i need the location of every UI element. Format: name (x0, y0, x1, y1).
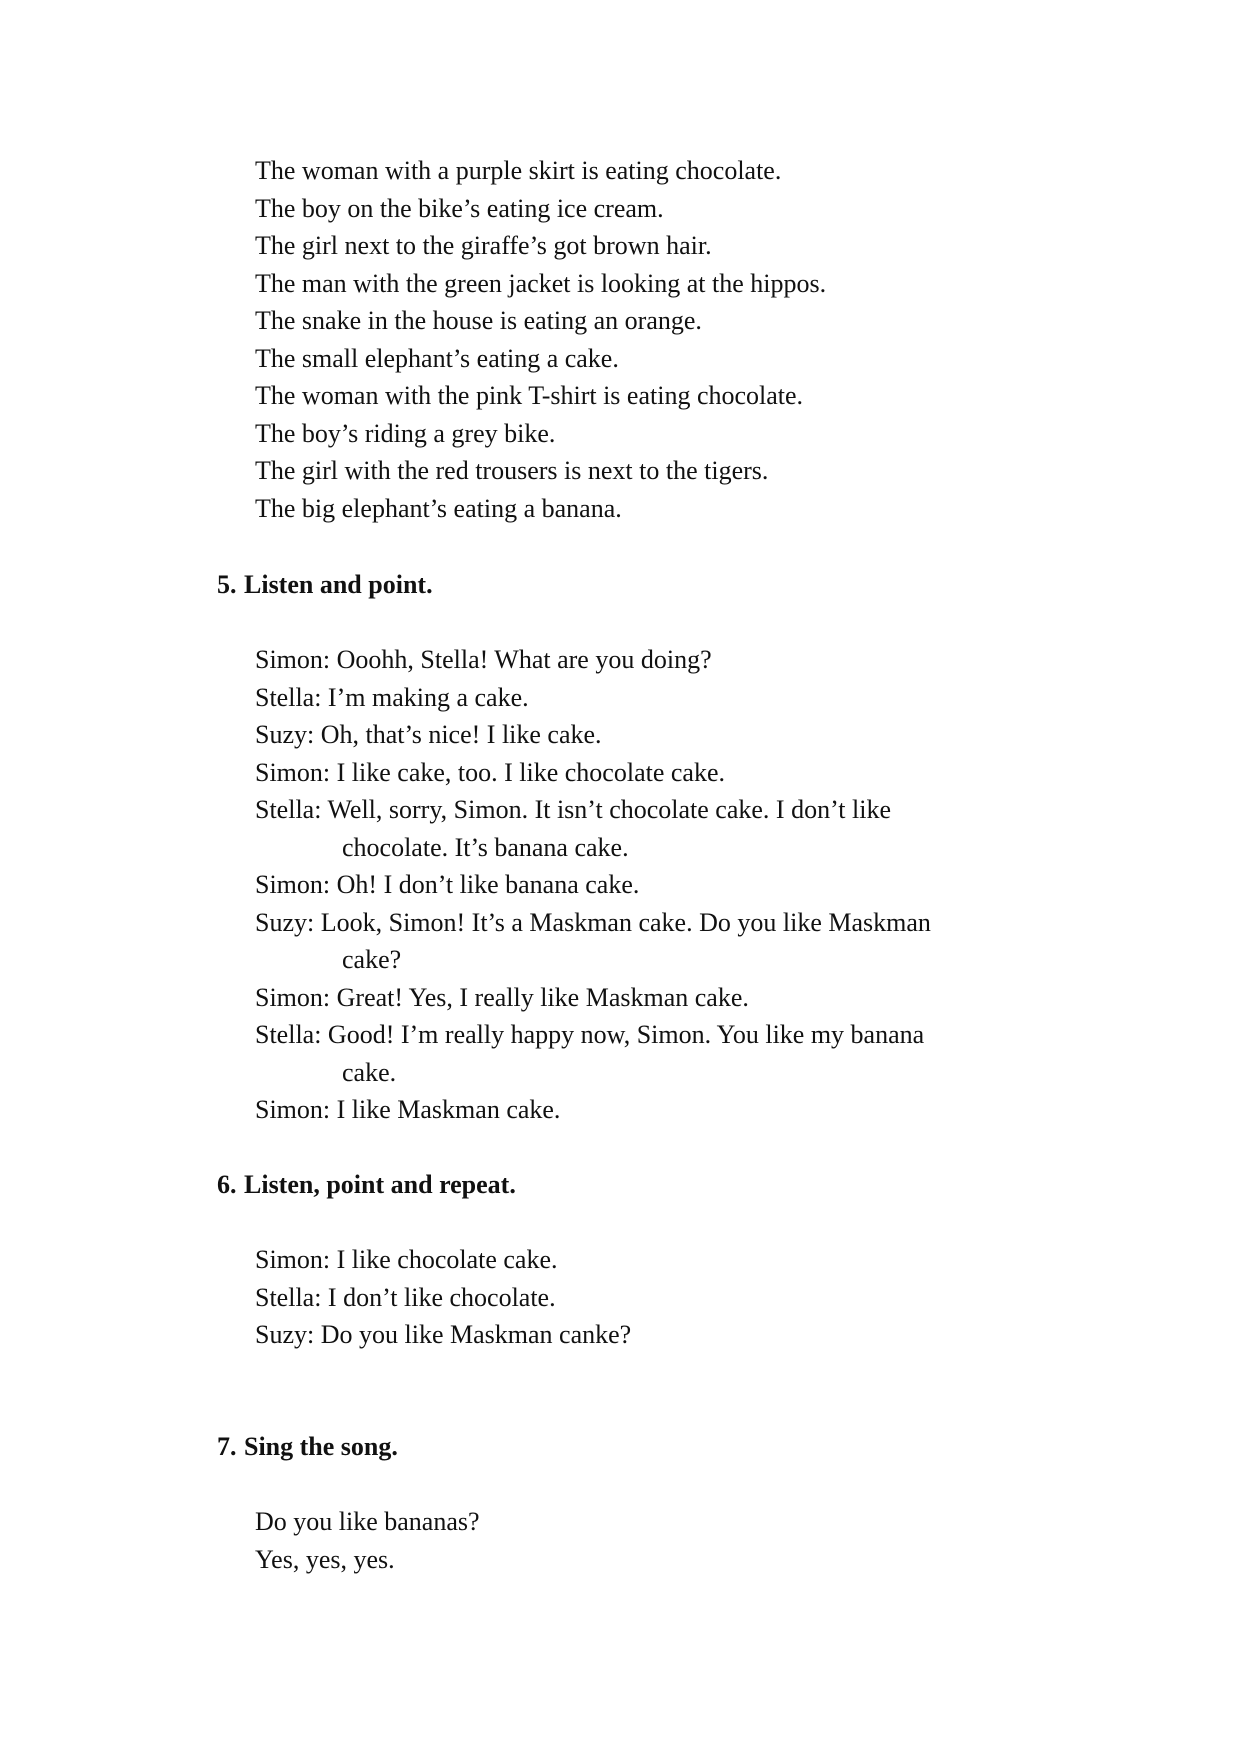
sentence-line: The girl next to the giraffe’s got brown hair. (255, 231, 712, 260)
dialogue-continuation: cake. (342, 1057, 397, 1087)
dialogue-line: Suzy: Oh, that’s nice! I like cake. (255, 720, 602, 749)
section-number: 7. (217, 1432, 237, 1461)
dialogue-line: Stella: I’m making a cake. (255, 682, 529, 712)
section-heading (217, 1428, 398, 1466)
dialogue-line: Stella: Well, sorry, Simon. It isn’t chocolate cake. I don’t like (255, 795, 891, 824)
song-line: Yes, yes, yes. (255, 1544, 395, 1574)
dialogue-line: Stella: I don’t like chocolate. (255, 1282, 556, 1312)
sentence-line: The woman with the pink T-shirt is eating chocolate. (255, 381, 804, 410)
dialogue-line: Stella: Good! I’m really happy now, Simon. You like my banana (255, 1020, 925, 1049)
dialogue-line: Simon: Ooohh, Stella! What are you doing? (255, 645, 712, 674)
dialogue-continuation: chocolate. It’s banana cake. (342, 832, 629, 862)
dialogue-line: Simon: I like chocolate cake. (255, 1245, 558, 1274)
sentence-line: The boy’s riding a grey bike. (255, 418, 556, 448)
sentence-line: The boy on the bike’s eating ice cream. (255, 193, 664, 223)
section-number: 6. (217, 1170, 237, 1199)
sentence-line: The snake in the house is eating an orange. (255, 306, 702, 335)
dialogue-line: Suzy: Look, Simon! It’s a Maskman cake. Do you like Maskman (255, 907, 931, 937)
dialogue-line: Simon: Great! Yes, I really like Maskman cake. (255, 982, 749, 1012)
section-title: Listen, point and repeat. (244, 1170, 516, 1199)
section-heading (217, 566, 433, 604)
song-line: Do you like bananas? (255, 1507, 480, 1536)
section-title: Listen and point. (244, 570, 433, 599)
sentence-line: The man with the green jacket is looking at the hippos. (255, 268, 827, 298)
sentence-line: The girl with the red trousers is next to the tigers. (255, 456, 769, 485)
dialogue-line: Simon: I like Maskman cake. (255, 1095, 561, 1124)
sentence-line: The small elephant’s eating a cake. (255, 343, 619, 373)
dialogue-line: Simon: Oh! I don’t like banana cake. (255, 870, 640, 899)
sentence-line: The big elephant’s eating a banana. (255, 493, 622, 523)
section-heading (217, 1166, 516, 1204)
section-title: Sing the song. (244, 1432, 398, 1461)
dialogue-continuation: cake? (342, 945, 402, 974)
dialogue-line: Suzy: Do you like Maskman canke? (255, 1320, 632, 1349)
section-number: 5. (217, 570, 237, 599)
sentence-line: The woman with a purple skirt is eating chocolate. (255, 156, 782, 185)
dialogue-line: Simon: I like cake, too. I like chocolate cake. (255, 757, 725, 787)
